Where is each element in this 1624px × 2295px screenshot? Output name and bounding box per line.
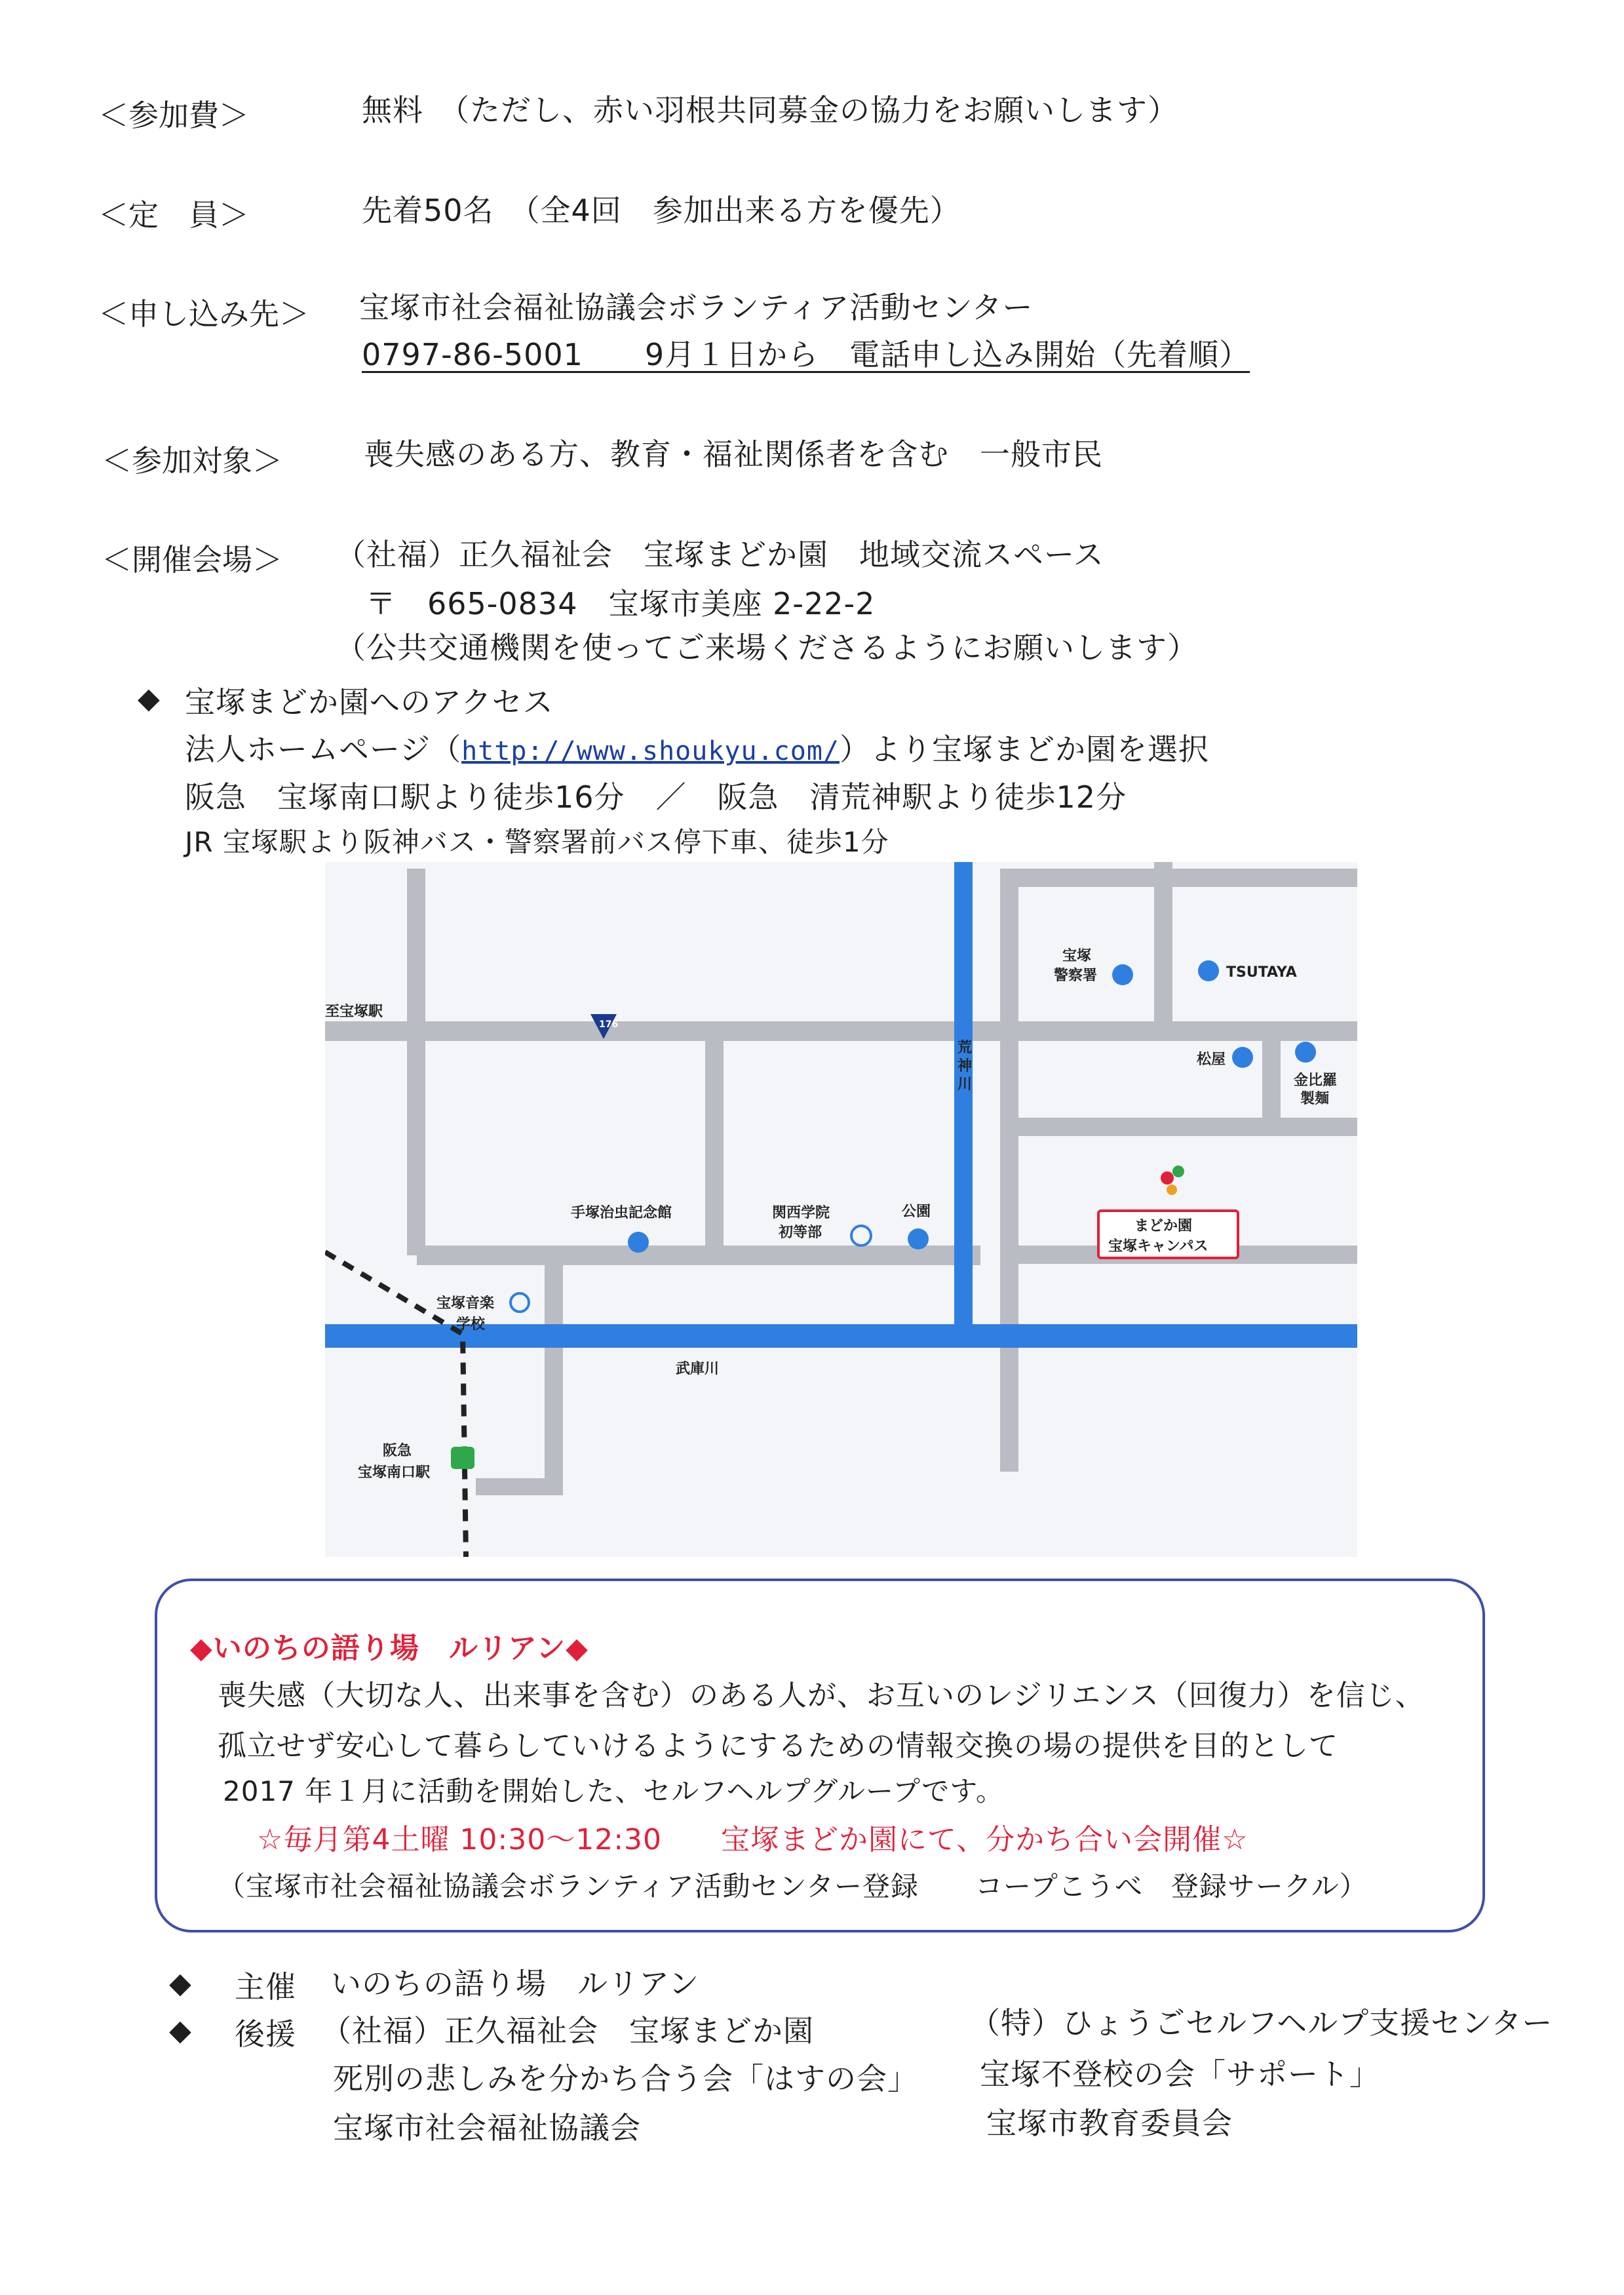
about-schedule: ☆毎月第4土曜 10:30～12:30 宝塚まどか園にて、分かち合い会開催☆ [257, 1823, 1248, 1856]
kwansei-label-1: 関西学院 [772, 1205, 830, 1221]
police-dot [1112, 964, 1133, 985]
access-map [325, 862, 1357, 1557]
hankyu-label-1: 阪急 [383, 1443, 412, 1459]
about-paragraph-1: 喪失感（大切な人、出来事を含む）のある人が、お互いのレジリエンス（回復力）を信じ、 [218, 1679, 1425, 1712]
station-icon [451, 1447, 474, 1469]
music-school-label-1: 宝塚音楽 [436, 1295, 495, 1312]
fee-label: ＜参加費＞ [98, 98, 249, 133]
venue-name: （社福）正久福祉会 宝塚まどか園 地域交流スペース [336, 537, 1104, 572]
access-line1-post: ）より宝塚まどか園を選択 [839, 732, 1209, 767]
road-east [1000, 869, 1018, 1472]
access-line2: 阪急 宝塚南口駅より徒歩16分 ／ 阪急 清荒神駅より徒歩12分 [185, 779, 1127, 815]
capacity-value: 先着50名 （全4回 参加出来る方を優先） [362, 193, 961, 228]
access-bullet: ◆ [138, 682, 160, 715]
organizer-label: 主催 [235, 1969, 296, 2005]
sponsors-bullet: ◆ [169, 2014, 191, 2047]
sponsor-right-1: （特）ひょうごセルフヘルプ支援センター [970, 2005, 1553, 2041]
about-paragraph-2: 孤立せず安心して暮らしていけるようにするための情報交換の場の提供を目的として [218, 1729, 1338, 1763]
madoka-label-1: まどか園 [1134, 1218, 1193, 1234]
road-south [417, 1246, 980, 1265]
about-registration: （宝塚市社会福祉協議会ボランティア活動センター登録 コープこうべ 登録サークル） [218, 1870, 1368, 1902]
music-school-label-2: 学校 [456, 1316, 486, 1333]
about-title: ◆いのちの語り場 ルリアン◆ [190, 1632, 589, 1665]
road-east-branch [1007, 1118, 1357, 1136]
road-station-spur [476, 1478, 563, 1495]
tezuka-dot [628, 1232, 649, 1253]
sponsors-label: 後援 [235, 2016, 296, 2052]
capacity-label: ＜定 員＞ [98, 197, 249, 233]
arakami-label-2: 神 [957, 1058, 973, 1074]
sponsor-left-1: （社福）正久福祉会 宝塚まどか園 [321, 2013, 814, 2049]
park-dot [908, 1228, 929, 1249]
target-label: ＜参加対象＞ [102, 443, 282, 479]
arakami-label-3: 川 [957, 1076, 973, 1093]
website-link[interactable]: http://www.shoukyu.com/ [461, 736, 840, 766]
road-west [407, 869, 425, 1255]
tezuka-label: 手塚治虫記念館 [571, 1205, 672, 1221]
apply-phone: 0797-86-5001 9月１日から 電話申し込み開始（先着順） [362, 337, 1250, 372]
tsutaya-label: TSUTAYA [1226, 964, 1297, 981]
park-label: 公園 [902, 1204, 931, 1220]
road-top [1000, 869, 1357, 887]
hankyu-label-2: 宝塚南口駅 [358, 1464, 431, 1481]
matsuya-dot [1232, 1047, 1253, 1068]
arakami-label-1: 荒 [957, 1040, 973, 1056]
organizer-bullet: ◆ [169, 1967, 191, 2000]
road-top-vertical [1154, 862, 1172, 1039]
to-station-label: 至宝塚駅 [325, 1004, 383, 1020]
police-label-2: 警察署 [1054, 968, 1098, 984]
sponsor-left-3: 宝塚市社会福祉協議会 [333, 2110, 641, 2146]
kinpira-label-2: 製麺 [1300, 1091, 1330, 1107]
sponsor-right-2: 宝塚不登校の会「サポート」 [980, 2056, 1380, 2092]
sponsor-left-2: 死別の悲しみを分かち合う会「はすの会」 [333, 2061, 918, 2096]
police-label-1: 宝塚 [1062, 948, 1092, 964]
matsuya-label: 松屋 [1197, 1051, 1226, 1068]
venue-label: ＜開催会場＞ [102, 542, 282, 578]
route-176-label: 176 [599, 1019, 619, 1030]
madoka-label-2: 宝塚キャンパス [1108, 1238, 1208, 1255]
road-east-short [1262, 1026, 1281, 1128]
about-paragraph-3: 2017 年１月に活動を開始した、セルフヘルプグループです。 [223, 1775, 1004, 1807]
access-line1-pre: 法人ホームページ（ [185, 732, 462, 767]
access-title: 宝塚まどか園へのアクセス [185, 684, 554, 720]
road-south-spur [545, 1255, 563, 1491]
kinpira-label-1: 金比羅 [1294, 1072, 1338, 1089]
mukogawa-label: 武庫川 [676, 1361, 720, 1377]
sponsor-right-3: 宝塚市教育委員会 [986, 2106, 1233, 2141]
apply-org: 宝塚市社会福祉協議会ボランティア活動センター [359, 290, 1034, 325]
road-route-176 [325, 1021, 1357, 1041]
access-line1 [185, 726, 1209, 769]
river-arakami [954, 862, 973, 1341]
fee-value: 無料 （ただし、赤い羽根共同募金の協力をお願いします） [362, 92, 1178, 128]
kinpira-dot [1295, 1042, 1316, 1063]
kwansei-label-2: 初等部 [779, 1225, 822, 1241]
venue-note: （公共交通機関を使ってご来場くださるようにお願いします） [336, 630, 1198, 665]
apply-label: ＜申し込み先＞ [98, 296, 309, 332]
organizer-value: いのちの語り場 ルリアン [331, 1966, 700, 2001]
road-mid [705, 1029, 724, 1259]
tsutaya-dot [1198, 960, 1219, 981]
target-value: 喪失感のある方、教育・福祉関係者を含む 一般市民 [364, 437, 1103, 472]
access-line3: JR 宝塚駅より阪神バス・警察署前バス停下車、徒歩1分 [185, 826, 889, 858]
venue-address: 〒 665-0834 宝塚市美座 2-22-2 [366, 586, 876, 621]
